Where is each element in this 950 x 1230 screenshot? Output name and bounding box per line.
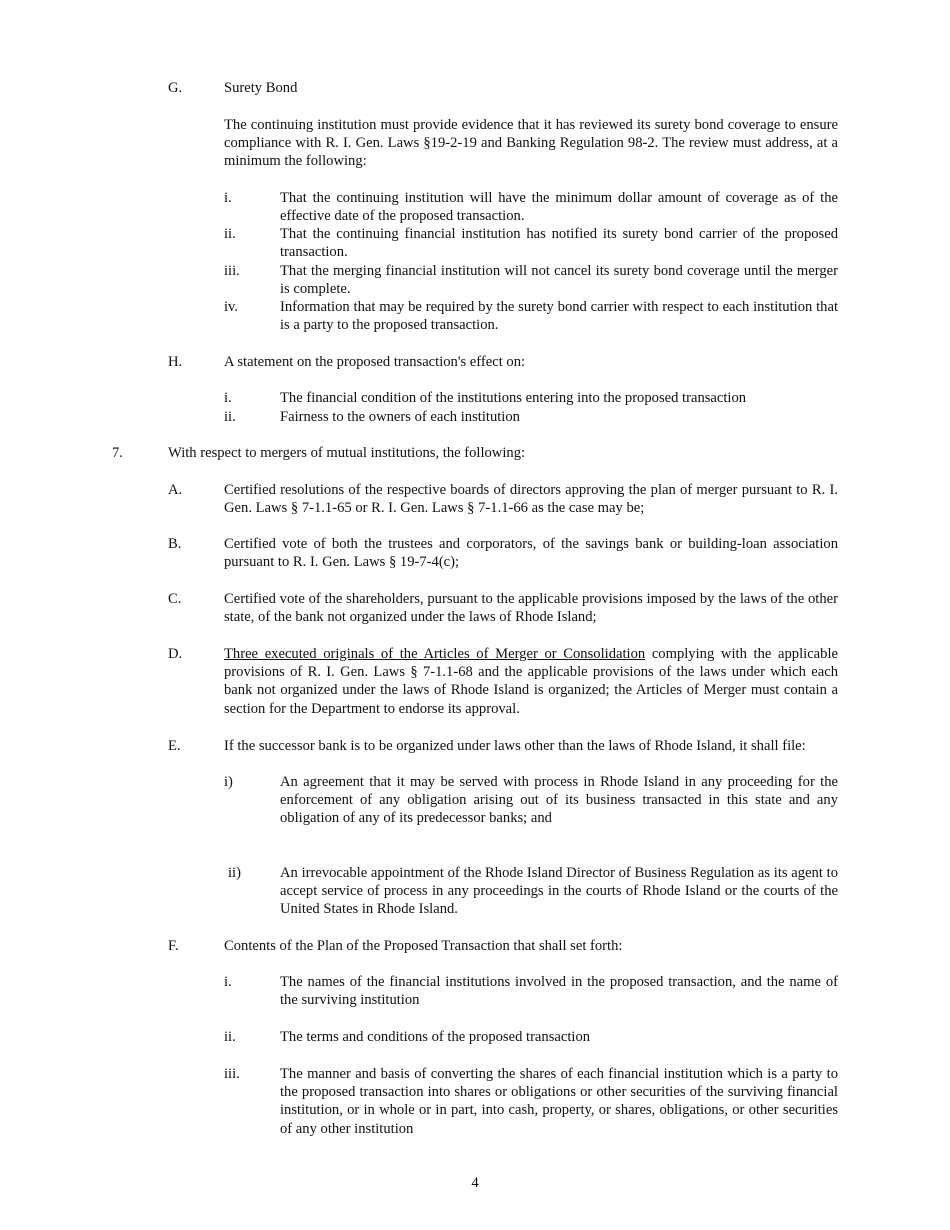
page-number: 4 [471,1175,479,1191]
f-item-2-text: The terms and conditions of the proposed transaction [280,1029,591,1045]
g-item-1-text: That the continuing institution will have the minimum dollar amount of coverage as of the effective date of the proposed transaction. [280,190,838,225]
e-item-2-label: ii) [228,865,241,881]
section-7d-underlined-text: Three executed originals of the Articles of Merger or Consolidation [224,646,646,662]
section-7d-body [224,645,838,718]
g-item-4-label: iv. [224,299,239,315]
section-7-label: 7. [112,445,123,461]
section-7d-text: complying with the applicable provisions of R. I. Gen. Laws § 7-1.1-68 and the applicable provisions of the laws under which each bank not organized under the laws of Rhode Island is organized; the Articles of Merger must contain a section for the Department to endorse its approval. [224,646,838,717]
g-item-3-text: That the merging financial institution will not cancel its surety bond coverage until the merger is complete. [280,263,838,298]
f-item-3-label: iii. [224,1066,240,1082]
section-7e-label: E. [168,738,181,754]
g-item-3-label: iii. [224,263,240,279]
h-item-1-text: The financial condition of the institutions entering into the proposed transaction [280,390,747,406]
section-g-intro: The continuing institution must provide evidence that it has reviewed its surety bond coverage to ensure compliance with R. I. Gen. Laws §19-2-19 and Banking Regulation 98-2. The review must address, at a minimum the following: [224,117,838,170]
section-7a-text: Certified resolutions of the respective boards of directors approving the plan of merger pursuant to R. I. Gen. Laws § 7-1.1-65 or R. I. Gen. Laws § 7-1.1-66 as the case may be; [224,482,838,517]
g-item-2-text: That the continuing financial institution has notified its surety bond carrier of the proposed transaction. [280,226,838,261]
e-item-1-text: An agreement that it may be served with process in Rhode Island in any proceeding for the enforcement of any obligation arising out of its business transacted in this state and any obligation of any of its predecessor banks; and [280,774,838,827]
section-7b-text: Certified vote of both the trustees and corporators, of the savings bank or building-loan association pursuant to R. I. Gen. Laws § 19-7-4(c); [224,536,838,571]
section-g-label: G. [168,80,183,96]
section-7f-text: Contents of the Plan of the Proposed Transaction that shall set forth: [224,938,623,954]
section-7c-text: Certified vote of the shareholders, pursuant to the applicable provisions imposed by the laws of the other state, of the bank not organized under the laws of Rhode Island; [224,591,838,626]
section-h-title: A statement on the proposed transaction's effect on: [224,354,526,370]
section-7-text: With respect to mergers of mutual institutions, the following: [168,445,526,461]
section-7f-label: F. [168,938,179,954]
section-7b-label: B. [168,536,182,552]
h-item-2-text: Fairness to the owners of each institution [280,409,520,425]
e-item-1-label: i) [224,774,233,790]
section-h-label: H. [168,354,183,370]
f-item-2-label: ii. [224,1029,236,1045]
e-item-2-text: An irrevocable appointment of the Rhode Island Director of Business Regulation as its agent to accept service of process in any proceedings in the courts of Rhode Island or the courts of the United States in Rhode Island. [280,865,838,918]
g-item-4-text: Information that may be required by the surety bond carrier with respect to each institution that is a party to the proposed transaction. [280,299,838,334]
section-7e-text: If the successor bank is to be organized under laws other than the laws of Rhode Island, it shall file: [224,738,806,754]
g-item-2-label: ii. [224,226,236,242]
f-item-1-text: The names of the financial institutions involved in the proposed transaction, and the name of the surviving institution [280,974,838,1009]
h-item-2-label: ii. [224,409,236,425]
h-item-1-label: i. [224,390,232,406]
section-g-title: Surety Bond [224,80,298,96]
section-7c-label: C. [168,591,182,607]
f-item-1-label: i. [224,974,232,990]
f-item-3-text: The manner and basis of converting the shares of each financial institution which is a party to the proposed transaction into shares or obligations or other securities of the surviving financial institution, or in whole or in part, into cash, property, or shares, obligations, or other securities of any other institution [280,1066,838,1137]
g-item-1-label: i. [224,190,232,206]
section-7a-label: A. [168,482,183,498]
section-7d-label: D. [168,646,183,662]
